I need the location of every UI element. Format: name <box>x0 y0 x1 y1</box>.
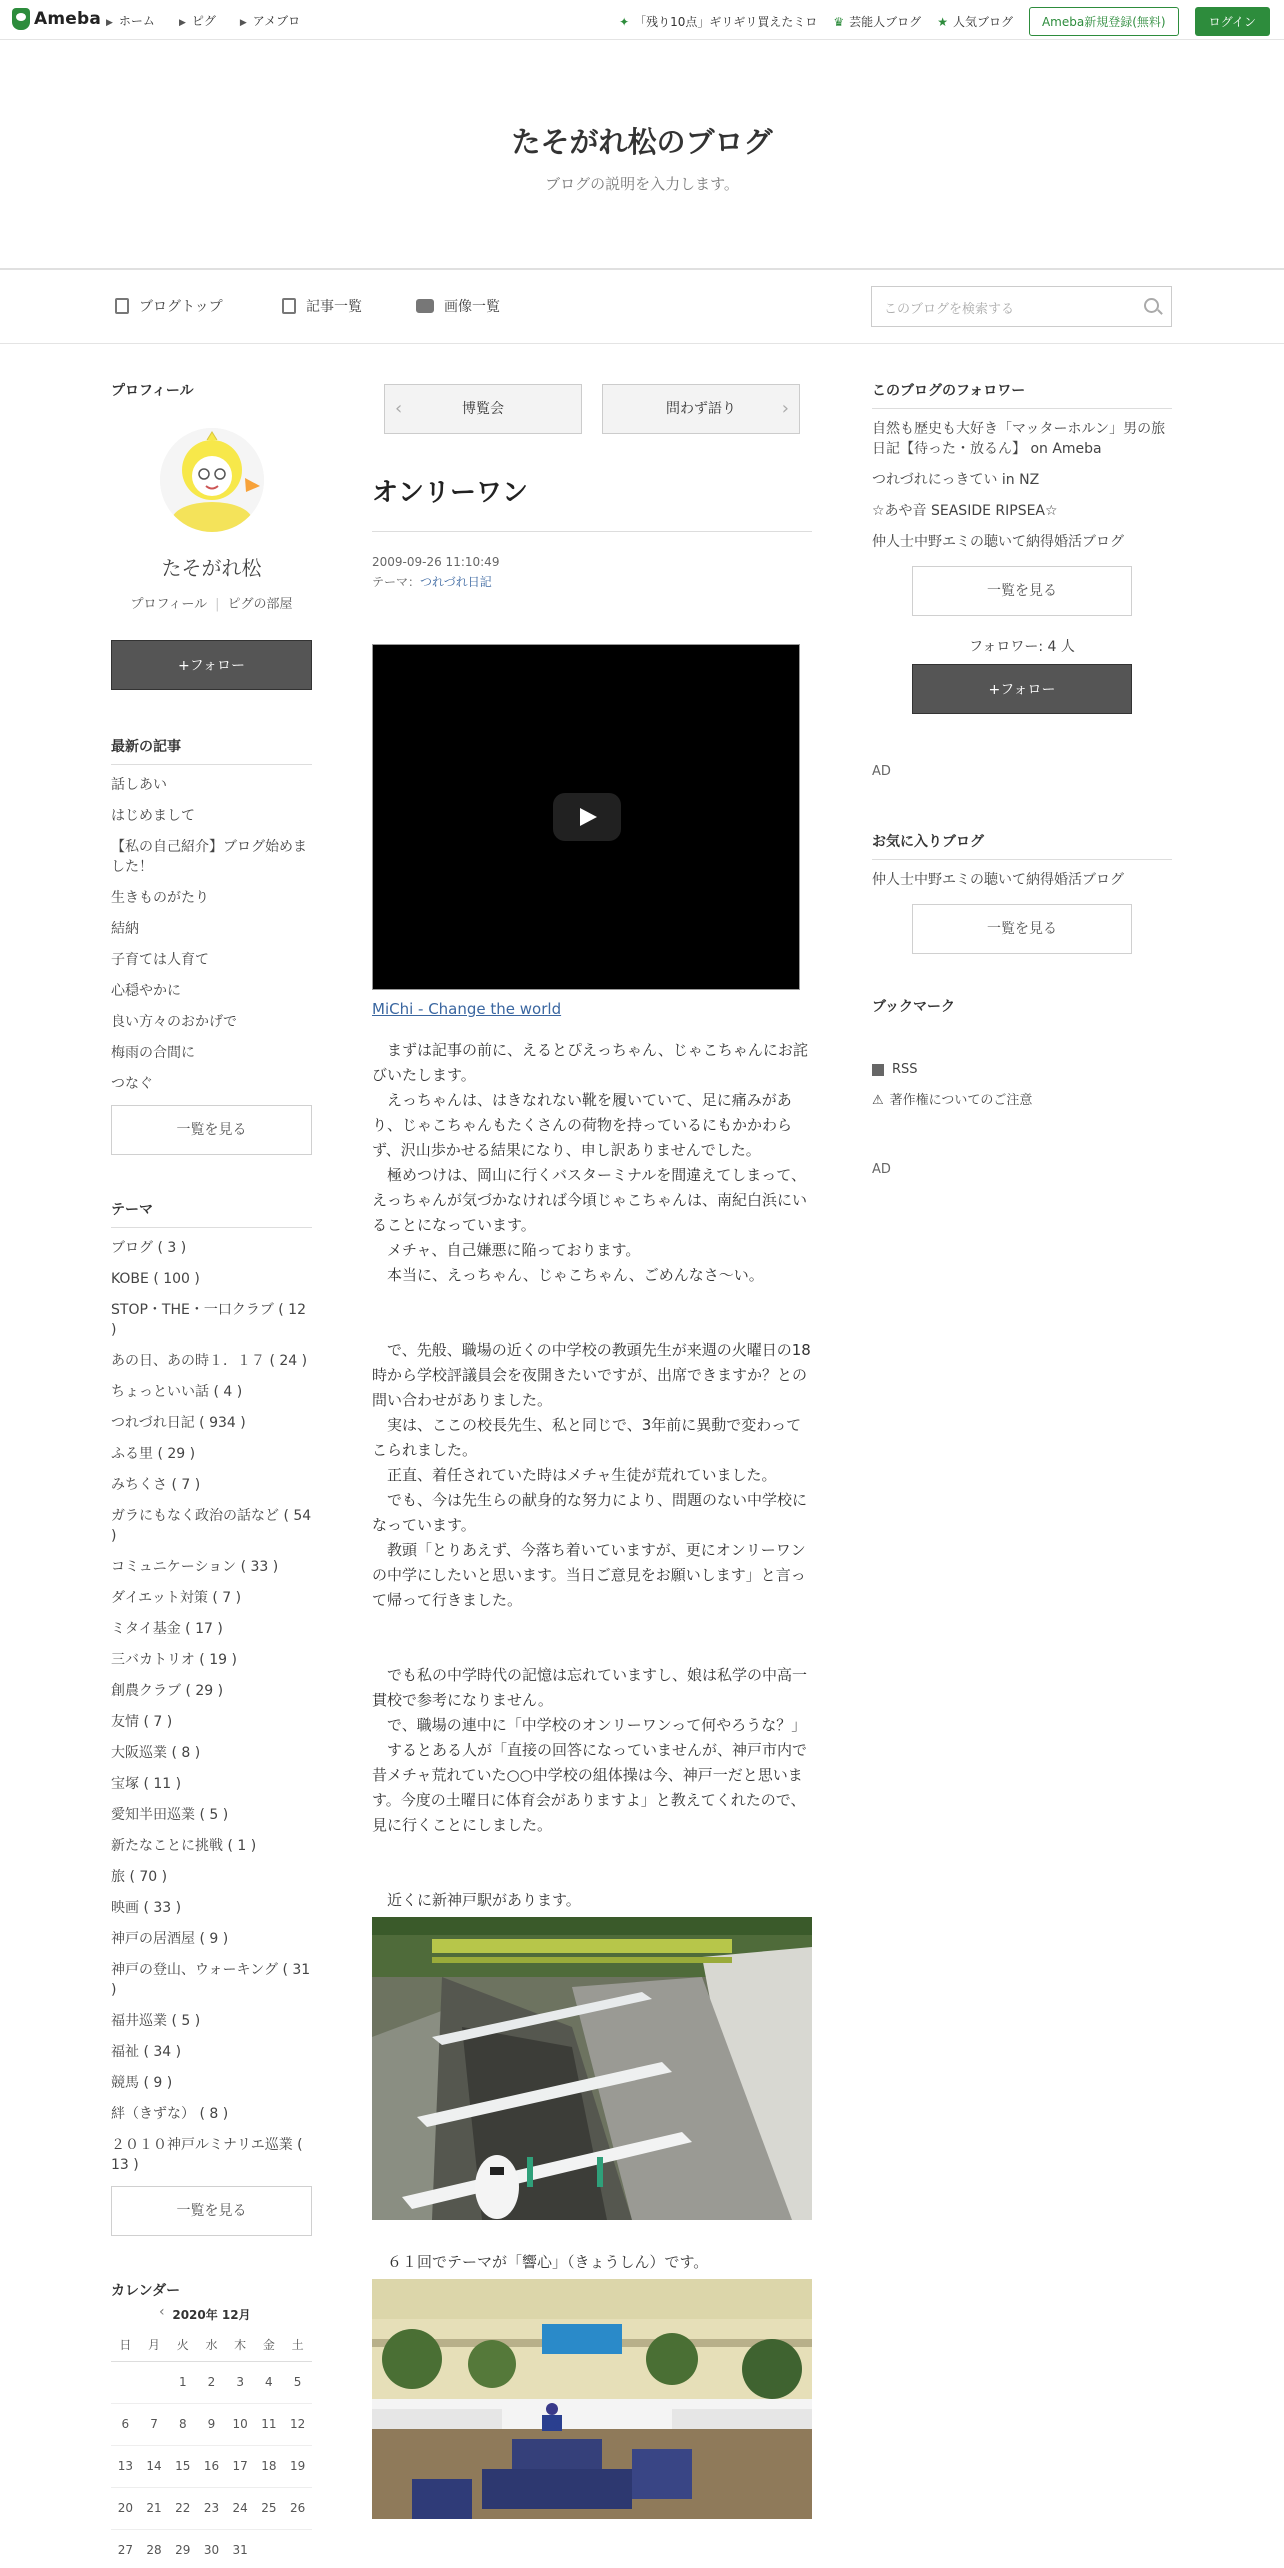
calendar-day: 11 <box>255 2403 284 2445</box>
theme-link[interactable]: ふる里 ( 29 ) <box>111 1446 196 1462</box>
paragraph: 極めつけは、岡山に行くバスターミナルを間違えてしまって、えっちゃんが気づかなければ今頃じゃこちゃんは、南紀白浜にいることになっています。 <box>372 1166 808 1234</box>
recent-article-link[interactable]: 結納 <box>111 921 139 937</box>
follow-button[interactable]: +フォロー <box>111 640 312 690</box>
chevron-left-icon[interactable]: ‹ <box>159 2304 165 2320</box>
nav-ameblo-label: アメブロ <box>252 14 301 28</box>
ameba-logo-icon <box>12 8 30 30</box>
favorite-blogs-list <box>872 870 1172 890</box>
prev-article-button[interactable] <box>384 384 582 434</box>
star-icon: ★ <box>937 15 948 29</box>
theme-link[interactable]: 旅 ( 70 ) <box>111 1869 168 1885</box>
theme-list <box>111 1238 312 2175</box>
weekday-mon: 月 <box>140 2329 169 2361</box>
calendar-day <box>111 2361 140 2403</box>
calendar-day: 13 <box>111 2445 140 2487</box>
calendar-day: 19 <box>283 2445 312 2487</box>
follower-link[interactable]: 自然も歴史も大好き「マッターホルン」男の旅日記【待った・放るん】 on Ameba <box>872 421 1166 457</box>
popular-blog-link[interactable] <box>937 13 1013 30</box>
calendar-day: 18 <box>255 2445 284 2487</box>
theme-link[interactable]: STOP・THE・一口クラブ ( 12 ) <box>111 1302 307 1338</box>
weekday-sun: 日 <box>111 2329 140 2361</box>
calendar-day: 10 <box>226 2403 255 2445</box>
nav-blog-top[interactable] <box>115 296 223 316</box>
search-placeholder: このブログを検索する <box>884 302 1015 317</box>
follower-link[interactable]: 仲人士中野エミの聴いて納得婚活ブログ <box>872 534 1124 550</box>
favorite-blog-link[interactable]: 仲人士中野エミの聴いて納得婚活ブログ <box>872 872 1124 888</box>
calendar-day: 2 <box>197 2361 226 2403</box>
chevron-right-icon: ▶ <box>239 18 247 28</box>
article-theme-link[interactable]: つれづれ日記 <box>420 575 492 589</box>
theme-link[interactable]: ブログ ( 3 ) <box>111 1240 187 1256</box>
chevron-right-icon: ▶ <box>106 18 113 28</box>
video-link[interactable]: MiChi - Change the world <box>372 1000 562 1018</box>
follower-link[interactable]: ☆あや音 SEASIDE RIPSEA☆ <box>872 503 1058 519</box>
global-nav <box>106 12 300 29</box>
theme-link[interactable]: コミュニケーション ( 33 ) <box>111 1559 279 1575</box>
calendar-day: 21 <box>140 2487 169 2529</box>
recent-article-link[interactable]: 生きものがたり <box>111 890 209 906</box>
recent-articles-title: 最新の記事 <box>111 736 312 765</box>
follow-button-right[interactable]: +フォロー <box>912 664 1132 714</box>
document-icon <box>115 298 129 314</box>
nav-ameblo[interactable] <box>240 12 300 29</box>
profile-link[interactable]: プロフィール <box>130 597 208 612</box>
paragraph: で、職場の連中に「中学校のオンリーワンって何やろうな？」 <box>372 1716 807 1734</box>
article-meta <box>372 552 812 592</box>
ad-label: AD <box>872 764 891 779</box>
article-body <box>372 1038 812 2519</box>
left-sidebar <box>111 380 312 2568</box>
blog-search-input[interactable] <box>871 286 1172 327</box>
paragraph: えっちゃんは、はきなれない靴を履いていて、足に痛みがあり、じゃこちゃんもたくさんの荷物を持っているにもかかわらず、沢山歩かせる結果になり、申し訳ありませんでした。 <box>372 1091 793 1159</box>
calendar-day: 3 <box>226 2361 255 2403</box>
paragraph: まずは記事の前に、えるとぴえっちゃん、じゃこちゃんにお詫びいたします。 <box>372 1041 808 1084</box>
photo-caption: 近くに新神戸駅があります。 <box>372 1891 581 1909</box>
theme-label: テーマ： <box>372 575 421 589</box>
paragraph-block <box>372 1663 812 1838</box>
theme-link[interactable]: 絆（きずな） ( 8 ) <box>111 2106 229 2122</box>
theme-link[interactable]: 三バカトリオ ( 19 ) <box>111 1652 237 1668</box>
calendar-day: 31 <box>226 2529 255 2568</box>
theme-link[interactable]: みちくさ ( 7 ) <box>111 1477 201 1493</box>
calendar-day: 5 <box>283 2361 312 2403</box>
celebrity-blog-link[interactable] <box>833 13 921 30</box>
login-button[interactable]: ログイン <box>1195 7 1270 36</box>
calendar-day: 12 <box>283 2403 312 2445</box>
photo-caption: ６１回でテーマが「響心」（きょうしん）です。 <box>372 2253 709 2271</box>
theme-link[interactable]: ガラにもなく政治の話など ( 54 ) <box>111 1508 312 1544</box>
calendar-day <box>255 2529 284 2568</box>
pigg-room-link[interactable]: ピグの部屋 <box>227 597 293 612</box>
celebrity-blog-label: 芸能人ブログ <box>849 15 922 29</box>
theme-link[interactable]: 友情 ( 7 ) <box>111 1714 173 1730</box>
sparkle-icon: ✦ <box>619 15 630 29</box>
blog-description: ブログの説明を入力します。 <box>545 175 739 193</box>
calendar-day: 28 <box>140 2529 169 2568</box>
calendar-day <box>140 2361 169 2403</box>
paragraph-block <box>372 1038 812 1288</box>
theme-link[interactable]: 神戸の登山、ウォーキング ( 31 ) <box>111 1962 311 1998</box>
blog-header <box>0 40 1284 270</box>
theme-link[interactable]: 創農クラブ ( 29 ) <box>111 1683 224 1699</box>
profile-title: プロフィール <box>111 383 194 399</box>
calendar-table <box>111 2329 312 2568</box>
nav-home-label: ホーム <box>118 14 155 28</box>
paragraph: でも私の中学時代の記憶は忘れていますし、娘は私学の中高一貫校で参考になりません。 <box>372 1666 808 1709</box>
recent-article-link[interactable]: 話しあい <box>111 777 167 793</box>
nav-article-list-label: 記事一覧 <box>306 299 362 315</box>
copyright-label: 著作権についてのご注意 <box>889 1093 1033 1108</box>
nav-image-list[interactable] <box>416 296 500 316</box>
calendar-day: 7 <box>140 2403 169 2445</box>
paragraph: 実は、ここの校長先生、私と同じで、3年前に異動で変わってこられました。 <box>372 1416 802 1459</box>
calendar-day: 8 <box>168 2403 197 2445</box>
theme-link[interactable]: 宝塚 ( 11 ) <box>111 1776 182 1792</box>
weekday-tue: 火 <box>168 2329 197 2361</box>
ad-label: AD <box>872 1162 891 1177</box>
theme-link[interactable]: あの日、あの時１．１７ ( 24 ) <box>111 1353 308 1369</box>
global-right <box>619 7 1270 36</box>
theme-link[interactable]: 福井巡業 ( 5 ) <box>111 2013 201 2029</box>
photo-block <box>372 2250 812 2519</box>
recent-article-link[interactable]: 子育ては人育て <box>111 952 209 968</box>
calendar-day: 9 <box>197 2403 226 2445</box>
theme-link[interactable]: 映画 ( 33 ) <box>111 1900 182 1916</box>
blog-title[interactable]: たそがれ松のブログ <box>511 125 773 159</box>
calendar-day: 25 <box>255 2487 284 2529</box>
calendar-day: 6 <box>111 2403 140 2445</box>
calendar <box>111 2306 312 2568</box>
sports-day-photo-image <box>372 2279 812 2519</box>
nav-home[interactable] <box>106 12 155 29</box>
register-button[interactable]: Ameba新規登録(無料) <box>1029 7 1179 36</box>
theme-more-button[interactable]: 一覧を見る <box>111 2186 312 2236</box>
photo-block <box>372 1888 812 2220</box>
nav-pigg-label: ピグ <box>191 14 216 28</box>
video-embed[interactable] <box>372 644 800 990</box>
recent-article-link[interactable]: はじめまして <box>111 808 195 824</box>
favorite-blogs-title: お気に入りブログ <box>872 831 1172 860</box>
theme-link[interactable]: 新たなことに挑戦 ( 1 ) <box>111 1838 257 1854</box>
paragraph: でも、今は先生らの献身的な努力により、問題のない中学校になっています。 <box>372 1491 808 1534</box>
followers-title: このブログのフォロワー <box>872 380 1172 409</box>
recent-article-link[interactable]: 【私の自己紹介】ブログ始めました！ <box>111 839 307 875</box>
calendar-day: 27 <box>111 2529 140 2568</box>
theme-title: テーマ <box>111 1199 312 1228</box>
avatar-illustration <box>160 428 264 532</box>
warning-icon: ⚠ <box>872 1093 884 1108</box>
paragraph: メチャ、自己嫌悪に陥っております。 <box>372 1241 641 1259</box>
right-sidebar <box>872 380 1172 1177</box>
popular-blog-label: 人気ブログ <box>952 15 1013 29</box>
calendar-day: 22 <box>168 2487 197 2529</box>
follower-link[interactable]: つれづれにっきてい in NZ <box>872 472 1040 488</box>
global-header <box>0 0 1284 40</box>
prev-article-label: 博覧会 <box>462 401 504 417</box>
recent-articles-list <box>111 775 312 1094</box>
copyright-link[interactable] <box>872 1089 1172 1108</box>
chevron-left-icon: ‹ <box>395 398 403 419</box>
nickname[interactable]: たそがれ松 <box>161 556 262 580</box>
calendar-day: 4 <box>255 2361 284 2403</box>
crown-icon: ♛ <box>833 15 845 29</box>
station-photo[interactable] <box>372 1917 812 2220</box>
next-article-label: 問わず語り <box>666 401 736 417</box>
calendar-day: 20 <box>111 2487 140 2529</box>
recent-more-button[interactable]: 一覧を見る <box>111 1105 312 1155</box>
theme-link[interactable]: ちょっといい話 ( 4 ) <box>111 1384 243 1400</box>
play-icon[interactable] <box>553 793 621 841</box>
follower-count: フォロワー: 4 人 <box>969 639 1075 655</box>
theme-link[interactable]: ダイエット対策 ( 7 ) <box>111 1590 242 1606</box>
bookmark-title: ブックマーク <box>872 999 956 1015</box>
theme-link[interactable]: 競馬 ( 9 ) <box>111 2075 173 2091</box>
nav-blog-top-label: ブログトップ <box>139 299 223 315</box>
paragraph: 本当に、えっちゃん、じゃこちゃん、ごめんなさ～い。 <box>372 1266 764 1284</box>
calendar-title: カレンダー <box>111 2283 181 2299</box>
nav-image-list-label: 画像一覧 <box>444 299 500 315</box>
theme-link[interactable]: KOBE ( 100 ) <box>111 1271 200 1287</box>
blog-nav <box>0 272 1284 344</box>
calendar-day: 30 <box>197 2529 226 2568</box>
rss-icon <box>872 1064 884 1076</box>
favorite-more-button[interactable]: 一覧を見る <box>912 904 1132 954</box>
recent-article-link[interactable]: 良い方々のおかげで <box>111 1014 237 1030</box>
calendar-month: 2020年 12月 <box>172 2308 251 2322</box>
theme-link[interactable]: 神戸の居酒屋 ( 9 ) <box>111 1931 229 1947</box>
calendar-header <box>111 2306 312 2323</box>
profile-links <box>111 593 312 612</box>
chevron-right-icon: ▶ <box>178 18 186 28</box>
theme-link[interactable]: 愛知半田巡業 ( 5 ) <box>111 1807 229 1823</box>
calendar-day: 17 <box>226 2445 255 2487</box>
calendar-day: 29 <box>168 2529 197 2568</box>
station-photo-image <box>372 1917 812 2220</box>
calendar-day: 23 <box>197 2487 226 2529</box>
theme-link[interactable]: 福祉 ( 34 ) <box>111 2044 182 2060</box>
paragraph: 教頭「とりあえず、今落ち着いていますが、更にオンリーワンの中学にしたいと思います。当日ご意見をお願いします」と言って帰って行きました。 <box>372 1541 806 1609</box>
calendar-day: 26 <box>283 2487 312 2529</box>
calendar-day: 15 <box>168 2445 197 2487</box>
search-icon[interactable] <box>1144 298 1159 313</box>
nav-article-list[interactable] <box>282 296 362 316</box>
article-theme <box>372 572 812 592</box>
paragraph: で、先般、職場の近くの中学校の教頭先生が来週の火曜日の18時から学校評議員会を夜開きたいですが、出席できますか？との問い合わせがありました。 <box>372 1341 811 1409</box>
calendar-day: 16 <box>197 2445 226 2487</box>
followers-list <box>872 419 1172 552</box>
rss-label: RSS <box>892 1062 918 1077</box>
promo-link-label: 「残り10点」ギリギリ買えたミロ <box>634 15 818 29</box>
weekday-fri: 金 <box>255 2329 284 2361</box>
theme-link[interactable]: ２０１０神戸ルミナリエ巡業 ( 13 ) <box>111 2137 303 2173</box>
article-datetime: 2009-09-26 11:10:49 <box>372 555 500 569</box>
nav-pigg[interactable] <box>179 12 216 29</box>
weekday-sat: 土 <box>283 2329 312 2361</box>
followers-more-button[interactable]: 一覧を見る <box>912 566 1132 616</box>
pages-icon <box>282 298 296 314</box>
article <box>372 380 812 2519</box>
chevron-right-icon: › <box>781 398 789 419</box>
camera-icon <box>416 299 434 313</box>
rss-link[interactable] <box>872 1062 1172 1077</box>
promo-link[interactable] <box>619 13 817 30</box>
article-title[interactable]: オンリーワン <box>372 472 812 532</box>
ameba-logo-text: Ameba <box>34 9 102 29</box>
recent-article-link[interactable]: 梅雨の合間に <box>111 1045 195 1061</box>
recent-article-link[interactable]: つなぐ <box>111 1076 153 1092</box>
calendar-day <box>283 2529 312 2568</box>
avatar[interactable] <box>160 428 264 532</box>
sports-day-photo[interactable] <box>372 2279 812 2519</box>
paragraph: 正直、着任されていた時はメチャ生徒が荒れていました。 <box>372 1466 777 1484</box>
theme-link[interactable]: 大阪巡業 ( 8 ) <box>111 1745 201 1761</box>
paragraph: するとある人が「直接の回答になっていませんが、神戸市内で昔メチャ荒れていた○○中学校の組体操は今、神戸一だと思います。今度の土曜日に体育会がありますよ」と教えてくれたので、見に行くことにしました。 <box>372 1741 808 1834</box>
theme-link[interactable]: つれづれ日記 ( 934 ) <box>111 1415 246 1431</box>
recent-article-link[interactable]: 心穏やかに <box>111 983 181 999</box>
calendar-day: 14 <box>140 2445 169 2487</box>
article-pager <box>372 380 812 430</box>
calendar-day: 24 <box>226 2487 255 2529</box>
next-article-button[interactable] <box>602 384 800 434</box>
paragraph-block <box>372 1338 812 1613</box>
divider: | <box>215 597 220 612</box>
weekday-thu: 木 <box>226 2329 255 2361</box>
weekday-wed: 水 <box>197 2329 226 2361</box>
calendar-day: 1 <box>168 2361 197 2403</box>
ameba-logo[interactable] <box>12 8 101 30</box>
theme-link[interactable]: ミタイ基金 ( 17 ) <box>111 1621 223 1637</box>
